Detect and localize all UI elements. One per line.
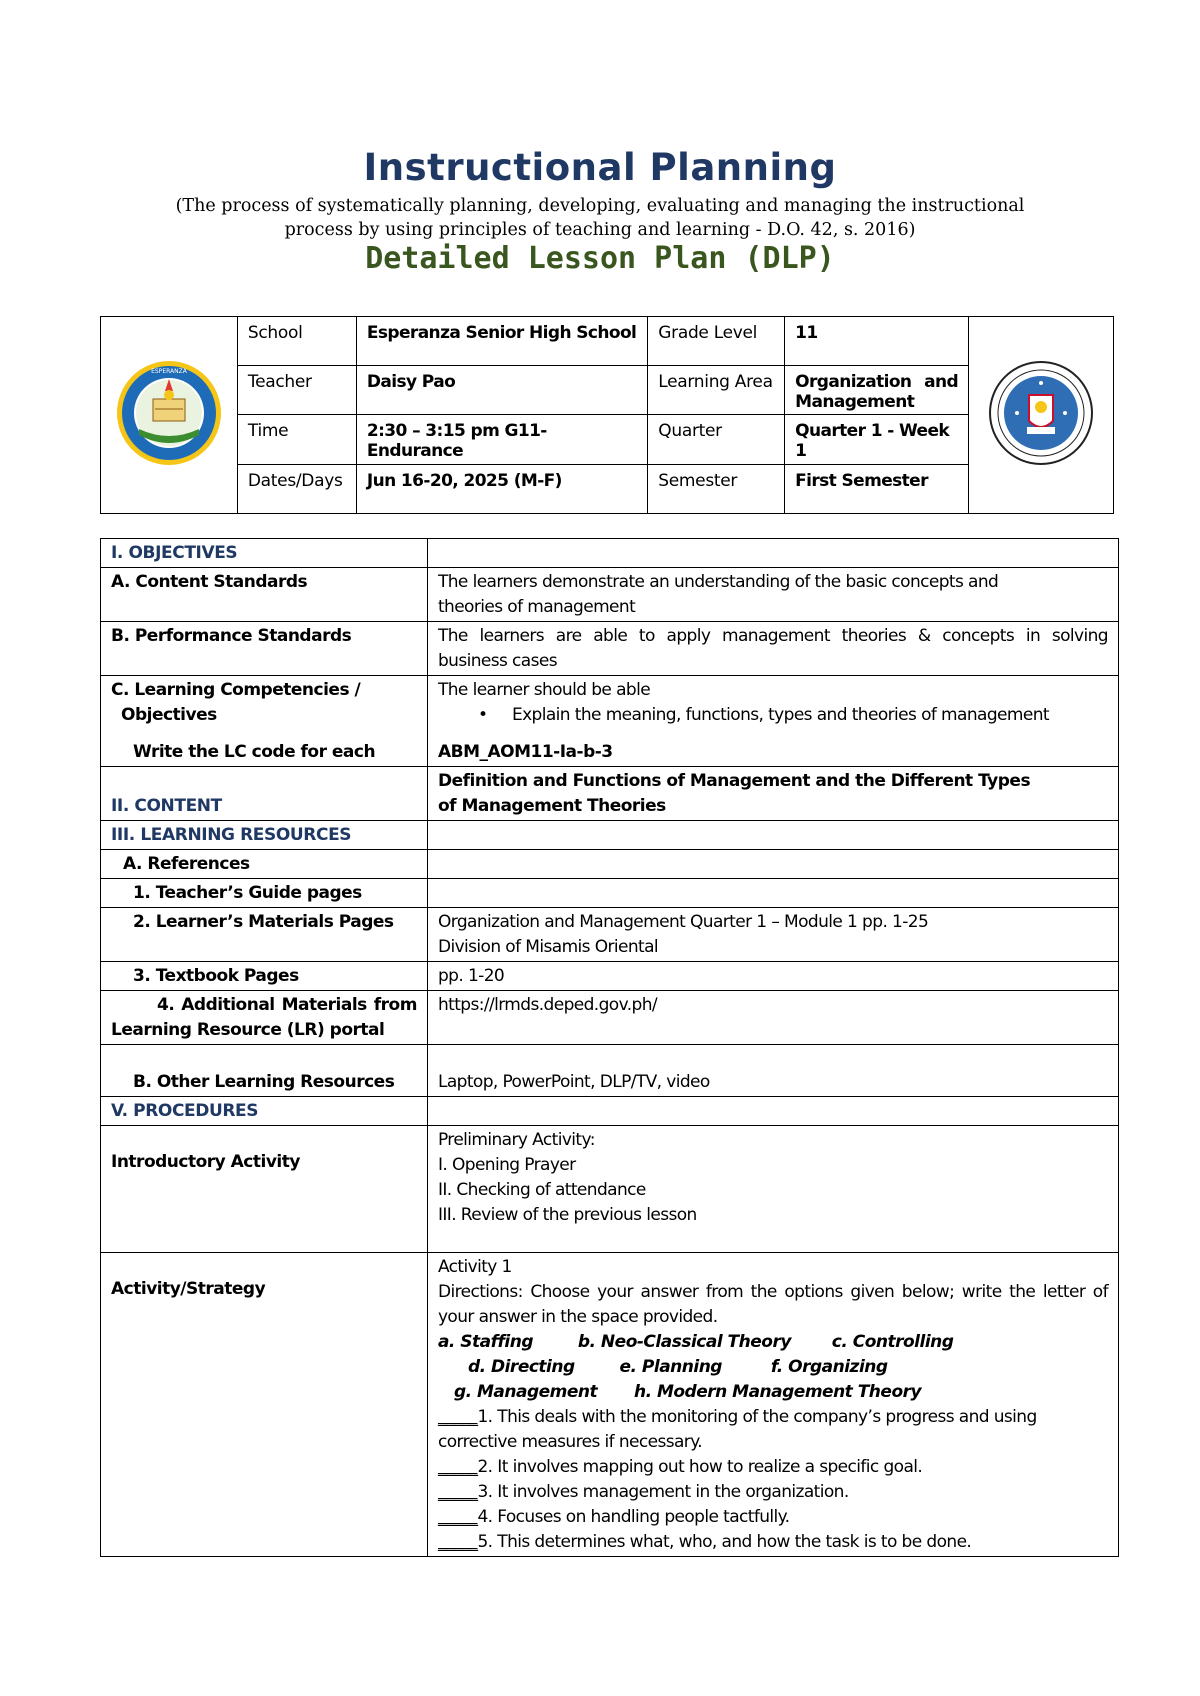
option-d: d. Directing <box>467 1357 575 1377</box>
dates-value: Jun 16-20, 2025 (M-F) <box>356 465 647 514</box>
lesson-plan-table <box>100 538 1119 1557</box>
semester-label: Semester <box>648 465 785 514</box>
directions-line-2: your answer in the space provided. <box>437 1307 718 1327</box>
intro-line-1: Preliminary Activity: <box>437 1130 595 1150</box>
directions-line-1: Directions: Choose your answer from the options given below; write the letter of <box>437 1282 1108 1302</box>
activity-title: Activity 1 <box>437 1257 512 1277</box>
additional-materials-line-1 <box>111 993 417 1018</box>
question-2-text: 2. It involves mapping out how to realize a specific goal. <box>477 1457 923 1477</box>
textbook-pages-value: pp. 1-20 <box>427 962 1118 991</box>
additional-materials-word-2: Materials <box>281 995 367 1015</box>
activity-strategy-label: Activity/Strategy <box>101 1253 428 1557</box>
table-row <box>101 539 1119 568</box>
procedures-heading: V. PROCEDURES <box>101 1097 428 1126</box>
option-b: b. Neo-Classical Theory <box>577 1332 791 1352</box>
subtitle-line-1: (The process of systematically planning, developing, evaluating and managing the instructional <box>175 196 1025 216</box>
table-row <box>101 962 1119 991</box>
option-h: h. Modern Management Theory <box>633 1382 922 1402</box>
school-seal-logo <box>115 359 223 467</box>
teacher-label: Teacher <box>237 366 356 415</box>
intro-line-3: II. Checking of attendance <box>437 1180 646 1200</box>
learners-materials-line-2: Division of Misamis Oriental <box>437 937 659 957</box>
introductory-activity-label: Introductory Activity <box>101 1126 428 1253</box>
textbook-pages-label: 3. Textbook Pages <box>101 962 428 991</box>
content-standards-line-1: The learners demonstrate an understanding of the basic concepts and <box>437 572 999 592</box>
table-row <box>101 850 1119 879</box>
intro-line-2: I. Opening Prayer <box>437 1155 576 1175</box>
question-4 <box>438 1505 1108 1530</box>
quarter-label: Quarter <box>648 415 785 465</box>
option-a: a. Staffing <box>437 1332 534 1352</box>
question-5-text: 5. This determines what, who, and how the task is to be done. <box>477 1532 972 1552</box>
objectives-heading: I. OBJECTIVES <box>101 539 428 568</box>
table-row <box>101 1253 1119 1557</box>
other-resources-value: Laptop, PowerPoint, DLP/TV, video <box>427 1045 1118 1097</box>
content-heading: II. CONTENT <box>101 767 428 821</box>
page-subtitle <box>150 194 1050 242</box>
table-row <box>101 991 1119 1045</box>
additional-materials-word-1: Additional <box>181 995 275 1015</box>
lr-portal-link[interactable]: https://lrmds.deped.gov.ph/ <box>427 991 1118 1045</box>
option-c: c. Controlling <box>831 1332 954 1352</box>
additional-materials-line-2: Learning Resource (LR) portal <box>111 1020 385 1040</box>
question-4-text: 4. Focuses on handling people tactfully. <box>477 1507 790 1527</box>
option-e: e. Planning <box>619 1357 722 1377</box>
content-line-1: Definition and Functions of Management and the Different Types <box>437 771 1031 791</box>
school-value: Esperanza Senior High School <box>356 317 647 366</box>
content-standards-label: A. Content Standards <box>101 568 428 622</box>
options-row-2 <box>438 1355 1108 1380</box>
grade-level-label: Grade Level <box>648 317 785 366</box>
performance-standards-line-1: The learners are able to apply management theories & concepts in solving <box>437 626 1108 646</box>
table-row <box>101 879 1119 908</box>
school-label: School <box>237 317 356 366</box>
learning-resources-heading: III. LEARNING RESOURCES <box>101 821 428 850</box>
option-g: g. Management <box>453 1382 598 1402</box>
teachers-guide-label: 1. Teacher’s Guide pages <box>101 879 428 908</box>
answer-blank[interactable]: _____ <box>437 1507 478 1527</box>
performance-standards-line-2: business cases <box>437 651 557 671</box>
page-title: Instructional Planning <box>363 146 837 189</box>
competencies-label-line-1: C. Learning Competencies / <box>111 680 361 700</box>
answer-blank[interactable]: _____ <box>437 1482 478 1502</box>
learning-area-value-part3: Management <box>795 392 915 412</box>
deped-logo-cell <box>969 317 1114 514</box>
learning-area-value <box>785 366 969 415</box>
content-line-2: of Management Theories <box>437 796 666 816</box>
intro-line-4: III. Review of the previous lesson <box>437 1205 697 1225</box>
header-info-table <box>100 316 1114 514</box>
question-5 <box>438 1530 1108 1555</box>
table-row <box>101 1097 1119 1126</box>
options-row-1 <box>438 1330 1108 1355</box>
content-standards-value <box>427 568 1118 622</box>
answer-blank[interactable]: _____ <box>437 1532 478 1552</box>
references-label: A. References <box>101 850 428 879</box>
learning-area-value-part2: and <box>924 372 959 392</box>
activity-strategy-value <box>427 1253 1118 1557</box>
question-1 <box>438 1405 1108 1430</box>
content-standards-line-2: theories of management <box>437 597 636 617</box>
deped-seal-logo <box>987 359 1095 467</box>
additional-materials-word-3: from <box>373 995 417 1015</box>
learning-area-value-part1: Organization <box>795 372 912 392</box>
table-row <box>101 568 1119 622</box>
options-row-3 <box>438 1380 1108 1405</box>
lc-code-instruction: Write the LC code for each <box>133 742 376 762</box>
question-3 <box>438 1480 1108 1505</box>
time-label: Time <box>237 415 356 465</box>
performance-standards-value <box>427 622 1118 676</box>
table-row <box>101 622 1119 676</box>
semester-value: First Semester <box>785 465 969 514</box>
competencies-label-line-2: Objectives <box>121 705 217 725</box>
learners-materials-label: 2. Learner’s Materials Pages <box>101 908 428 962</box>
table-row <box>101 1126 1119 1253</box>
time-value: 2:30 – 3:15 pm G11-Endurance <box>356 415 647 465</box>
introductory-activity-value <box>427 1126 1118 1253</box>
quarter-value: Quarter 1 - Week 1 <box>785 415 969 465</box>
question-1-text: 1. This deals with the monitoring of the company’s progress and using <box>477 1407 1037 1427</box>
learners-materials-value <box>427 908 1118 962</box>
table-row <box>101 821 1119 850</box>
additional-materials-number: 4. <box>157 995 175 1015</box>
question-2 <box>438 1455 1108 1480</box>
competencies-label <box>101 676 428 767</box>
question-1-text-continued: corrective measures if necessary. <box>437 1432 703 1452</box>
competency-bullet: • Explain the meaning, functions, types and theories of management <box>438 703 1108 728</box>
competencies-value <box>427 676 1118 767</box>
dates-label: Dates/Days <box>237 465 356 514</box>
grade-level-value: 11 <box>785 317 969 366</box>
table-row <box>101 767 1119 821</box>
answer-blank[interactable]: _____ <box>437 1457 478 1477</box>
dlp-title: Detailed Lesson Plan (DLP) <box>365 241 835 276</box>
answer-blank[interactable]: _____ <box>437 1407 478 1427</box>
performance-standards-label: B. Performance Standards <box>101 622 428 676</box>
teacher-value: Daisy Pao <box>356 366 647 415</box>
school-logo-cell <box>101 317 238 514</box>
svg-text:ESPERANZA: ESPERANZA <box>151 367 187 375</box>
learning-area-label: Learning Area <box>648 366 785 415</box>
table-row <box>101 1045 1119 1097</box>
option-f: f. Organizing <box>770 1357 888 1377</box>
table-row <box>101 908 1119 962</box>
content-value <box>427 767 1118 821</box>
lc-code: ABM_AOM11-Ia-b-3 <box>437 742 613 762</box>
additional-materials-label <box>101 991 428 1045</box>
question-3-text: 3. It involves management in the organization. <box>477 1482 849 1502</box>
table-row <box>101 676 1119 767</box>
other-resources-label: B. Other Learning Resources <box>101 1045 428 1097</box>
subtitle-line-2: process by using principles of teaching and learning - D.O. 42, s. 2016) <box>284 220 916 240</box>
competencies-intro: The learner should be able <box>437 680 651 700</box>
learners-materials-line-1: Organization and Management Quarter 1 – Module 1 pp. 1-25 <box>437 912 929 932</box>
